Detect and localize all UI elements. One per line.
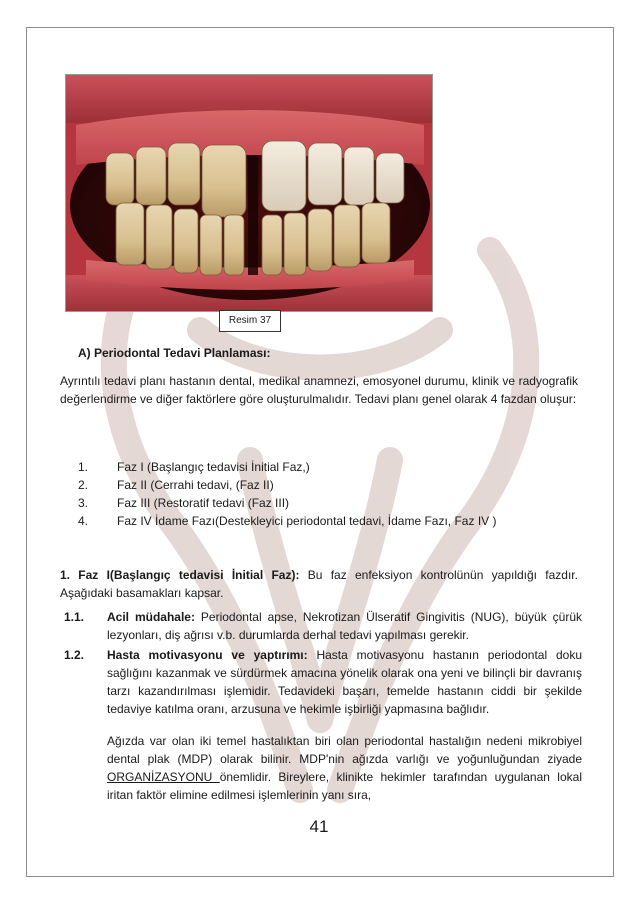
- paragraph-text-after: önemlidir. Bireylere, klinikte hekimler tarafından uygulanan lokal iritan faktör elimine edilmesi işlemlerinin yanı sıra,: [107, 770, 582, 802]
- list-text: Faz IV İdame Fazı(Destekleyici periodontal tedavi, İdame Fazı, Faz IV ): [117, 514, 497, 528]
- sub-item-text: Hasta motivasyonu hastanın periodontal doku sağlığını kazanmak ve sürdürmek amacına yönelik olarak ona yeni ve bilinçli bir davranış tarzı kazandırılması işlemidir. Tedavideki başarı, temelde hastanın ciddi bir şekilde tedaviye katılma oranı, arzusuna ve hekimle işbirliği yapmasına bağlıdır.: [107, 648, 582, 716]
- sub-item-number: 1.1.: [64, 610, 85, 624]
- sub-item: [64, 646, 582, 722]
- figure-caption: Resim 37: [219, 310, 281, 332]
- teeth-photo: [65, 74, 433, 312]
- sub-item-number: 1.2.: [64, 648, 85, 662]
- list-text: Faz II (Cerrahi tedavi, (Faz II): [117, 478, 274, 492]
- sub-item-title: Acil müdahale:: [107, 610, 195, 624]
- paragraph-text-before: Ağızda var olan iki temel hastalıktan biri olan periodontal hastalığın nedeni mikrobiyel dental plak (MDP) olarak bilinir. MDP'nin ağızda varlığı ve yoğunluğundan ziyade: [107, 734, 582, 766]
- page-number: 41: [309, 817, 329, 836]
- list-number: 3.: [78, 496, 89, 510]
- intro-paragraph: Ayrıntılı tedavi planı hastanın dental, medikal anamnezi, emosyonel durumu, klinik ve radyografik değerlendirme ve diğer faktörlere göre oluşturulmalıdır. Tedavi planı genel olarak 4 fazdan oluşur:: [60, 374, 578, 406]
- continuation-block: [64, 732, 582, 808]
- sub-item-text: Periodontal apse, Nekrotizan Ülseratif Gingivitis (NUG), büyük çürük lezyonları, diş ağrısı v.b. durumlarda derhal tedavi yapılması gerekir.: [107, 610, 582, 642]
- phase1-title: 1. Faz I(Başlangıç tedavisi İnitial Faz):: [60, 568, 300, 582]
- section-heading: A) Periodontal Tedavi Planlaması:: [78, 346, 271, 360]
- sub-item-title: Hasta motivasyonu ve yaptırımı:: [107, 648, 308, 662]
- teeth-photo-image: [66, 75, 433, 312]
- list-text: Faz I (Başlangıç tedavisi İnitial Faz,): [117, 460, 310, 474]
- sub-item: [64, 608, 582, 648]
- sub-item-body: [107, 646, 582, 718]
- continuation-paragraph: [107, 732, 582, 804]
- list-number: 4.: [78, 514, 89, 528]
- phase1-paragraph: [60, 566, 578, 602]
- underlined-term: ORGANİZASYONU: [107, 770, 220, 784]
- list-number: 2.: [78, 478, 89, 492]
- list-text: Faz III (Restoratif tedavi (Faz III): [117, 496, 290, 510]
- sub-item-body: [107, 608, 582, 644]
- list-number: 1.: [78, 460, 89, 474]
- phase1-text: Bu faz enfeksiyon kontrolünün yapıldığı fazdır. Aşağıdaki basamakları kapsar.: [60, 568, 578, 600]
